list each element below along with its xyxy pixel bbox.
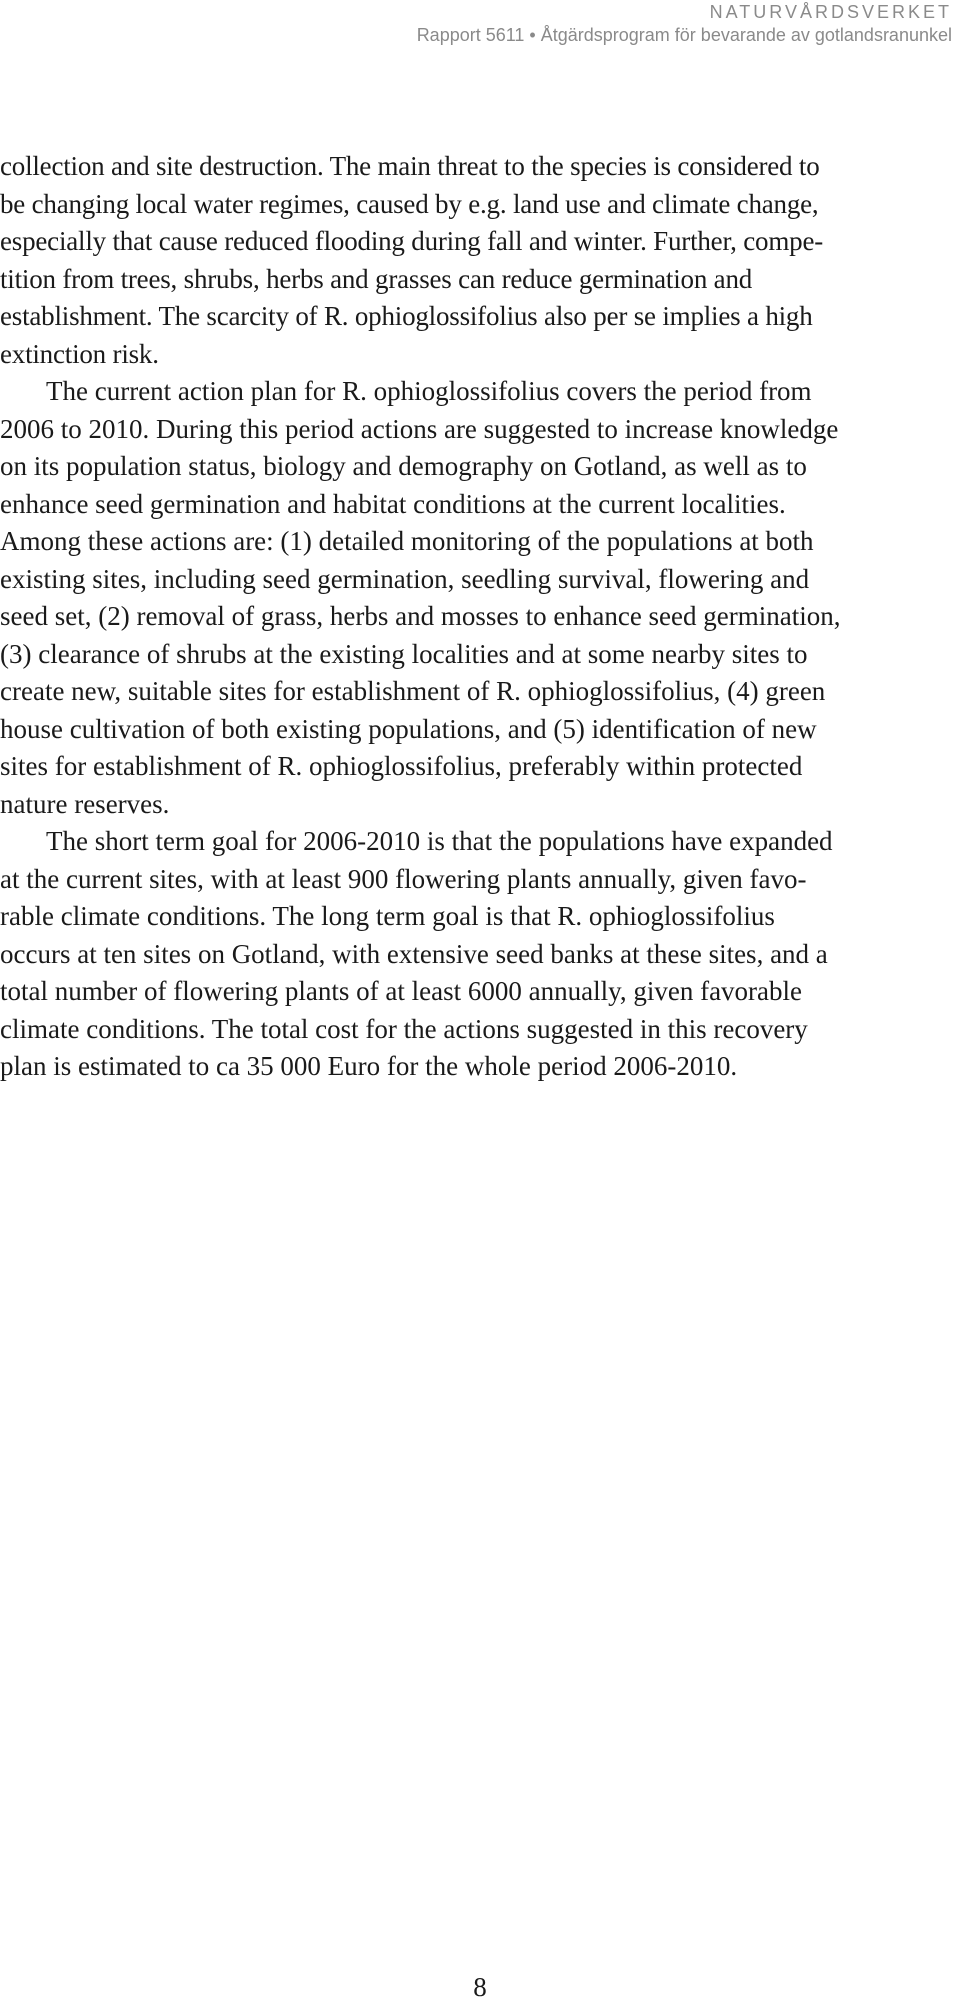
running-header — [417, 0, 952, 46]
line: rable climate conditions. The long term goal is that R. ophioglossifolius — [0, 901, 775, 931]
line: especially that cause reduced flooding during fall and winter. Further, compe- — [0, 226, 824, 256]
line: The current action plan for R. ophioglossifolius covers the period from — [46, 376, 812, 406]
line: collection and site destruction. The main threat to the species is considered to — [0, 151, 820, 181]
line: The short term goal for 2006-2010 is that the populations have expanded — [46, 826, 833, 856]
line: nature reserves. — [0, 788, 170, 819]
header-org: NATURVÅRDSVERKET — [709, 2, 952, 22]
paragraph-goals — [0, 823, 958, 1086]
line: enhance seed germination and habitat conditions at the current localities. — [0, 488, 786, 519]
line: extinction risk. — [0, 338, 159, 369]
line: sites for establishment of R. ophioglossifolius, preferably within protected — [0, 751, 803, 781]
page-number: 8 — [473, 1972, 487, 2002]
line: (3) clearance of shrubs at the existing localities and at some nearby sites to — [0, 638, 808, 669]
line: Among these actions are: (1) detailed monitoring of the populations at both — [0, 526, 814, 556]
line: 2006 to 2010. During this period actions are suggested to increase knowledge — [0, 413, 839, 444]
line: be changing local water regimes, caused by e.g. land use and climate change, — [0, 188, 819, 219]
paragraph-threats — [0, 148, 958, 373]
line: at the current sites, with at least 900 flowering plants annually, given favo- — [0, 863, 807, 894]
header-report-title: Rapport 5611 • Åtgärdsprogram för bevarande av gotlandsranunkel — [416, 25, 952, 45]
line: existing sites, including seed germination, seedling survival, flowering and — [0, 563, 810, 594]
line: plan is estimated to ca 35 000 Euro for the whole period 2006-2010. — [0, 1051, 738, 1081]
line: total number of flowering plants of at least 6000 annually, given favorable — [0, 976, 803, 1006]
line: climate conditions. The total cost for the actions suggested in this recovery — [0, 1013, 808, 1044]
line: establishment. The scarcity of R. ophioglossifolius also per se implies a high — [0, 301, 813, 331]
paragraph-action-plan — [0, 373, 958, 823]
line: seed set, (2) removal of grass, herbs and mosses to enhance seed germination, — [0, 601, 841, 631]
line: house cultivation of both existing populations, and (5) identification of new — [0, 713, 817, 744]
body-text — [0, 148, 958, 1086]
line: occurs at ten sites on Gotland, with extensive seed banks at these sites, and a — [0, 938, 828, 969]
line: create new, suitable sites for establishment of R. ophioglossifolius, (4) green — [0, 676, 826, 706]
line: tition from trees, shrubs, herbs and grasses can reduce germination and — [0, 263, 753, 294]
line: on its population status, biology and demography on Gotland, as well as to — [0, 451, 807, 481]
